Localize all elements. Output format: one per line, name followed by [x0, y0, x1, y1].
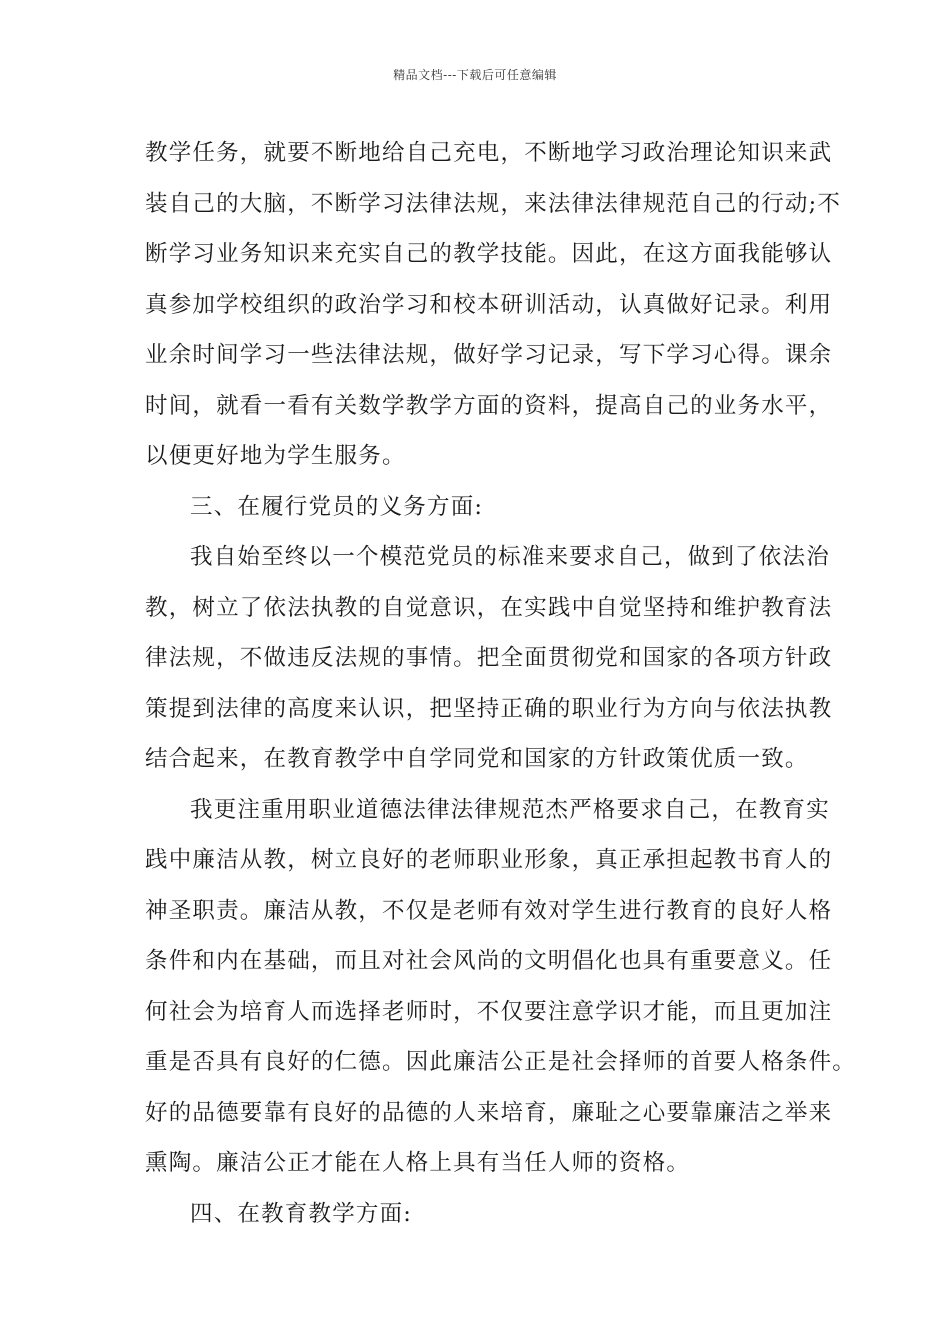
text-line: 以便更好地为学生服务。 [145, 443, 406, 469]
text-line: 装自己的大脑，不断学习法律法规，来法律法律规范自己的行动;不 [145, 190, 842, 217]
section-heading-4 [145, 1189, 810, 1240]
paragraph-continuation [145, 128, 842, 482]
text-line: 时间，就看一看有关数学教学方面的资料，提高自己的业务水平， [145, 392, 833, 419]
text-line: 教学任务，就要不断地给自己充电，不断地学习政治理论知识来武 [145, 140, 833, 166]
text-line: 何社会为培育人而选择老师时，不仅要注意学识才能，而且更加注 [145, 998, 833, 1025]
text-line: 结合起来，在教育教学中自学同党和国家的方针政策优质一致。 [145, 746, 809, 772]
text-line: 好的品德要靠有良好的品德的人来培育，廉耻之心要靠廉洁之举来 [145, 1099, 833, 1126]
text-line: 律法规，不做违反法规的事情。把全面贯彻党和国家的各项方针政 [145, 645, 833, 671]
text-line: 策提到法律的高度来认识，把坚持正确的职业行为方向与依法执教 [145, 695, 833, 722]
text-line: 践中廉洁从教，树立良好的老师职业形象，真正承担起教书育人的 [145, 847, 833, 873]
section-heading-3 [145, 482, 810, 533]
text-line: 我更注重用职业道德法律法律规范杰严格要求自己，在教育实 [190, 796, 830, 823]
heading-line: 三、在履行党员的义务方面: [190, 493, 484, 520]
text-line: 神圣职责。廉洁从教，不仅是老师有效对学生进行教育的良好人格 [145, 897, 833, 924]
page-header: 精品文档---下载后可任意编辑 [393, 68, 557, 82]
text-line: 教，树立了依法执教的自觉意识，在实践中自觉坚持和维护教育法 [145, 594, 833, 621]
text-line: 断学习业务知识来充实自己的教学技能。因此，在这方面我能够认 [145, 241, 833, 267]
paragraph-party-duty [145, 532, 833, 785]
paragraph-professional-ethics [145, 785, 857, 1189]
text-line: 熏陶。廉洁公正才能在人格上具有当任人师的资格。 [145, 1150, 691, 1176]
text-line: 真参加学校组织的政治学习和校本研训活动，认真做好记录。利用 [145, 291, 833, 318]
text-line: 业余时间学习一些法律法规，做好学习记录，写下学习心得。课余 [145, 342, 833, 368]
document-body [145, 128, 857, 1239]
text-line: 重是否具有良好的仁德。因此廉洁公正是社会择师的首要人格条件。 [145, 1049, 857, 1075]
text-line: 我自始至终以一个模范党员的标准来要求自己，做到了依法治 [190, 544, 830, 570]
heading-line: 四、在教育教学方面: [190, 1200, 413, 1227]
text-line: 条件和内在基础，而且对社会风尚的文明倡化也具有重要意义。任 [145, 948, 833, 974]
